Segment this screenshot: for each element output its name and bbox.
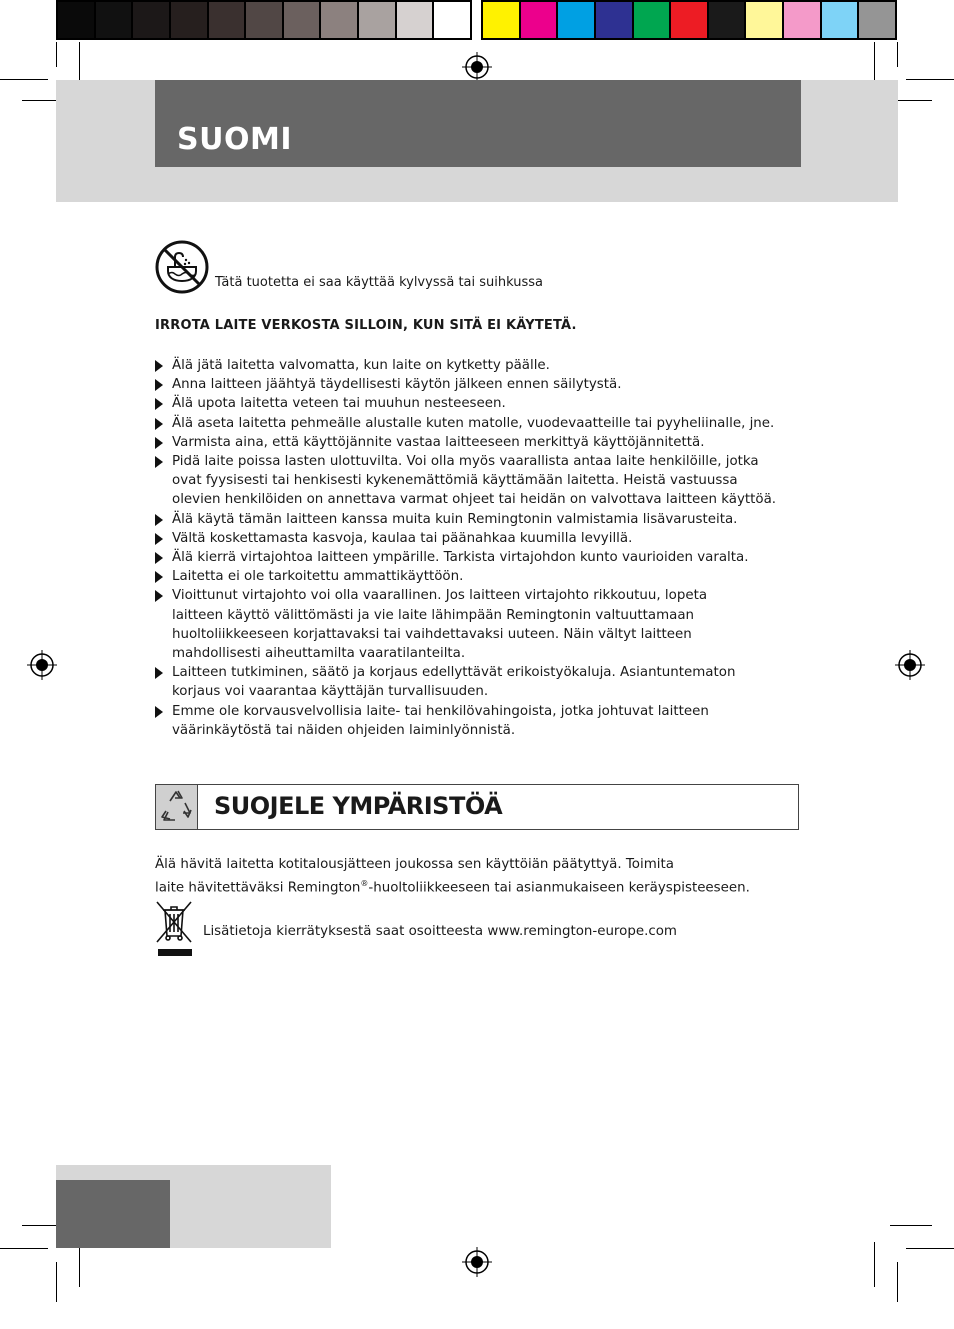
registration-mark-icon	[27, 650, 57, 680]
environment-header	[155, 784, 799, 830]
color-swatch	[434, 2, 470, 38]
safety-instructions-list	[155, 356, 795, 740]
color-swatch	[859, 2, 895, 38]
color-swatch	[246, 2, 282, 38]
title-bar	[155, 80, 801, 167]
list-item: Emme ole korvausvelvollisia laite- tai henkilövahingoista, jotka johtuvat laitteen väärinkäytöstä tai näiden ohjeiden laiminlyönnistä.	[155, 702, 795, 740]
crop-mark	[0, 79, 48, 80]
disposal-text: Älä hävitä laitetta kotitalousjätteen joukossa sen käyttöiän päätyttyä. Toimita laite hävitettäväksi Remington®-huoltoliikkeeseen tai asianmukaiseen keräyspisteeseen.	[155, 857, 750, 896]
color-swatch	[209, 2, 245, 38]
weee-bin-icon	[154, 898, 194, 958]
color-swatch	[558, 2, 594, 38]
bullet-arrow-icon	[155, 418, 163, 430]
no-bath-notice: Tätä tuotetta ei saa käyttää kylvyssä tai suihkussa	[215, 275, 544, 290]
crop-mark	[897, 42, 898, 67]
list-item: Älä aseta laitetta pehmeälle alustalle kuten matolle, vuodevaatteille tai pyyheliinalle, jne.	[155, 414, 795, 433]
list-item: Laitetta ei ole tarkoitettu ammattikäyttöön.	[155, 567, 795, 586]
crop-mark	[0, 1248, 48, 1249]
registration-mark-icon	[462, 52, 492, 82]
color-swatch	[284, 2, 320, 38]
bullet-arrow-icon	[155, 360, 163, 372]
list-item: Älä jätä laitetta valvomatta, kun laite on kytketty päälle.	[155, 356, 795, 375]
crop-mark	[79, 1242, 80, 1287]
bullet-arrow-icon	[155, 590, 163, 602]
color-swatch	[746, 2, 782, 38]
registration-mark-icon	[895, 650, 925, 680]
color-swatch	[521, 2, 557, 38]
bullet-arrow-icon	[155, 667, 163, 679]
color-swatch	[634, 2, 670, 38]
list-item: Anna laitteen jäähtyä täydellisesti käytön jälkeen ennen säilytystä.	[155, 375, 795, 394]
unplug-warning: IRROTA LAITE VERKOSTA SILLOIN, KUN SITÄ EI KÄYTETÄ.	[155, 318, 577, 333]
recycling-info: Lisätietoja kierrätyksestä saat osoitteesta www.remington-europe.com	[203, 924, 677, 939]
color-swatch	[58, 2, 94, 38]
crop-mark	[906, 79, 954, 80]
list-item: Älä käytä tämän laitteen kanssa muita kuin Remingtonin valmistamia lisävarusteita.	[155, 510, 795, 529]
environment-title: SUOJELE YMPÄRISTÖÄ	[214, 792, 503, 820]
list-item: Pidä laite poissa lasten ulottuvilta. Voi olla myös vaarallista antaa laite henkilöille, jotka ovat fyysisesti tai henkisesti kykenemättömiä käyttämään laitetta. Heistä vastuussa olevien henkilöiden on annettava varmat ohjeet tai heidän on valvottava laitteen käyttöä.	[155, 452, 795, 510]
recycle-icon	[156, 785, 197, 829]
footer-page-tab	[56, 1180, 170, 1248]
color-swatch	[822, 2, 858, 38]
crop-mark	[56, 42, 57, 67]
list-item: Vioittunut virtajohto voi olla vaarallinen. Jos laitteen virtajohto rikkoutuu, lopeta laitteen käyttö välittömästi ja vie laite lähimpään Remingtonin valtuuttamaan huoltoliikkeeseen korjattavaksi tai vaihdettavaksi uuteen. Näin vältyt laitteen mahdollisesti aiheuttamilta vaaratilanteilta.	[155, 586, 795, 663]
list-item: Varmista aina, että käyttöjännite vastaa laitteeseen merkittyä käyttöjännitettä.	[155, 433, 795, 452]
crop-mark	[890, 1225, 932, 1226]
bullet-arrow-icon	[155, 571, 163, 583]
crop-mark	[897, 1262, 898, 1302]
bullet-arrow-icon	[155, 398, 163, 410]
color-swatch	[96, 2, 132, 38]
bullet-arrow-icon	[155, 706, 163, 718]
bullet-arrow-icon	[155, 379, 163, 391]
list-item: Vältä koskettamasta kasvoja, kaulaa tai päänahkaa kuumilla levyillä.	[155, 529, 795, 548]
color-swatch	[483, 2, 519, 38]
list-item: Laitteen tutkiminen, säätö ja korjaus edellyttävät erikoistyökaluja. Asiantuntematon korjaus voi vaarantaa käyttäjän turvallisuuden.	[155, 663, 795, 701]
list-item: Älä kierrä virtajohtoa laitteen ympärille. Tarkista virtajohdon kunto vaurioiden varalta.	[155, 548, 795, 567]
crop-mark	[56, 1262, 57, 1302]
crop-mark	[874, 1242, 875, 1287]
crop-mark	[906, 1248, 954, 1249]
color-swatch	[671, 2, 707, 38]
color-swatch	[171, 2, 207, 38]
list-item: Älä upota laitetta veteen tai muuhun nesteeseen.	[155, 394, 795, 413]
bullet-arrow-icon	[155, 552, 163, 564]
bullet-arrow-icon	[155, 437, 163, 449]
bullet-arrow-icon	[155, 456, 163, 468]
registration-mark-icon	[462, 1247, 492, 1277]
color-bar-grays	[56, 0, 472, 40]
page-title: SUOMI	[177, 122, 292, 157]
color-swatch	[709, 2, 745, 38]
bullet-arrow-icon	[155, 533, 163, 545]
color-bar-process	[481, 0, 897, 40]
bullet-arrow-icon	[155, 514, 163, 526]
color-swatch	[596, 2, 632, 38]
color-swatch	[359, 2, 395, 38]
no-bath-icon	[155, 240, 209, 294]
color-swatch	[321, 2, 357, 38]
color-swatch	[397, 2, 433, 38]
color-swatch	[133, 2, 169, 38]
color-swatch	[784, 2, 820, 38]
